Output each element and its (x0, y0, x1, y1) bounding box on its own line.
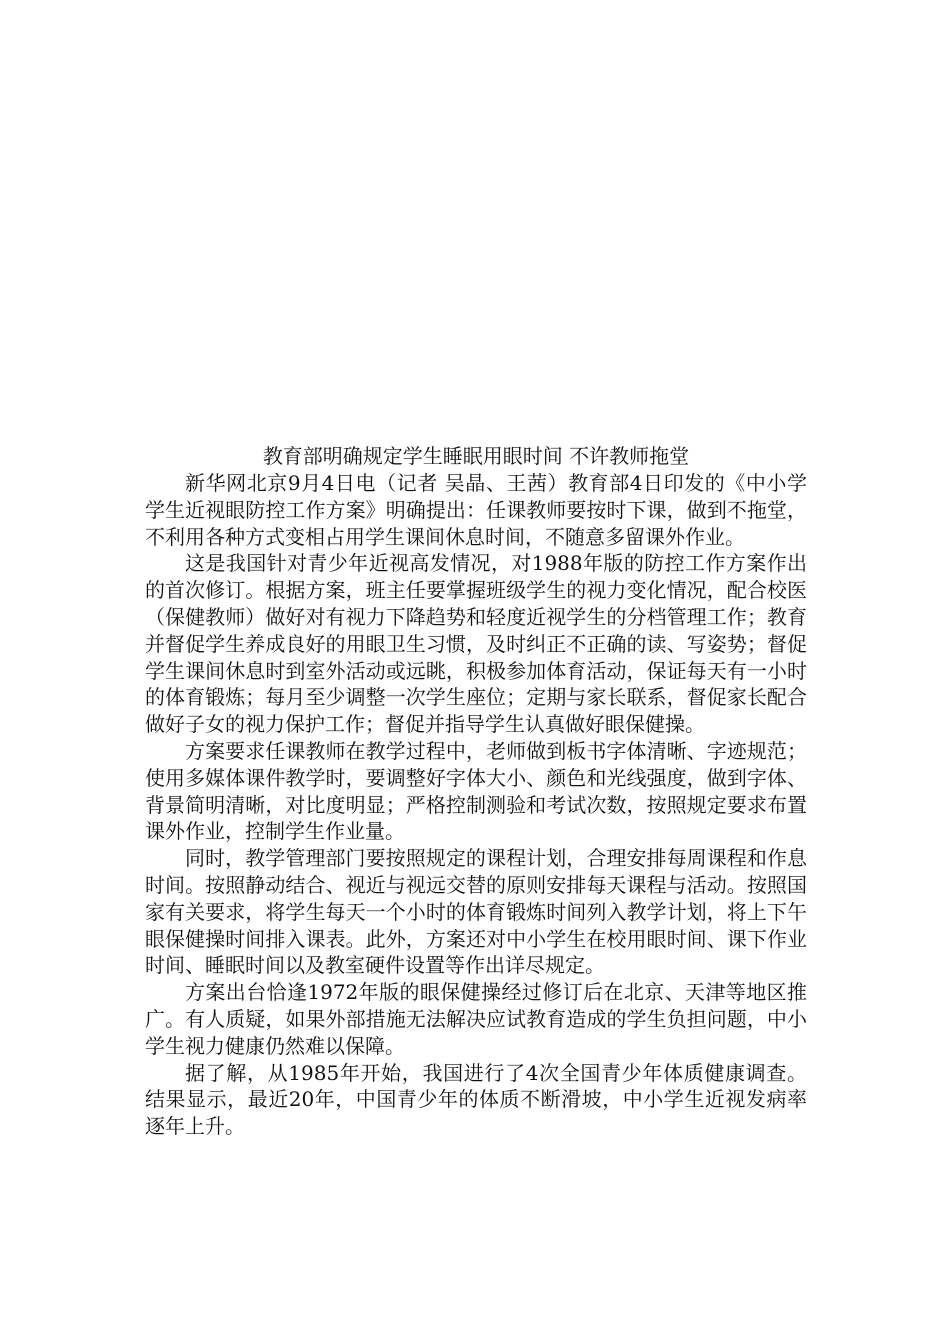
article-paragraph-2: 这是我国针对青少年近视高发情况，对1988年版的防控工作方案作出的首次修订。根据方案，班主任要掌握班级学生的视力变化情况，配合校医（保健教师）做好对有视力下降趋势和轻度近视学生的分档管理工作；教育并督促学生养成良好的用眼卫生习惯，及时纠正不正确的读、写姿势；督促学生课间休息时到室外活动或远眺，积极参加体育活动，保证每天有一小时的体育锻炼；每月至少调整一次学生座位；定期与家长联系，督促家长配合做好子女的视力保护工作；督促并指导学生认真做好眼保健操。 (145, 551, 807, 737)
article-paragraph-5: 方案出台恰逢1972年版的眼保健操经过修订后在北京、天津等地区推广。有人质疑，如果外部措施无法解决应试教育造成的学生负担问题，中小学生视力健康仍然难以保障。 (145, 980, 807, 1058)
article-paragraph-4: 同时，教学管理部门要按照规定的课程计划，合理安排每周课程和作息时间。按照静动结合、视近与视远交替的原则安排每天课程与活动。按照国家有关要求，将学生每天一个小时的体育锻炼时间列入教学计划，将上下午眼保健操时间排入课表。此外，方案还对中小学生在校用眼时间、课下作业时间、睡眠时间以及教室硬件设置等作出详尽规定。 (145, 846, 807, 978)
article-body (145, 442, 807, 1140)
article-paragraph-1: 新华网北京9月4日电（记者 吴晶、王茜）教育部4日印发的《中小学学生近视眼防控工作方案》明确提出：任课教师要按时下课，做到不拖堂，不利用各种方式变相占用学生课间休息时间，不随意多留课外作业。 (145, 471, 807, 549)
article-title: 教育部明确规定学生睡眠用眼时间 不许教师拖堂 (262, 444, 690, 468)
article-paragraph-3: 方案要求任课教师在教学过程中，老师做到板书字体清晰、字迹规范；使用多媒体课件教学时，要调整好字体大小、颜色和光线强度，做到字体、背景简明清晰，对比度明显；严格控制测验和考试次数，按照规定要求布置课外作业，控制学生作业量。 (145, 738, 807, 844)
article-paragraph-6: 据了解，从1985年开始，我国进行了4次全国青少年体质健康调查。结果显示，最近20年，中国青少年的体质不断滑坡，中小学生近视发病率逐年上升。 (145, 1060, 807, 1139)
